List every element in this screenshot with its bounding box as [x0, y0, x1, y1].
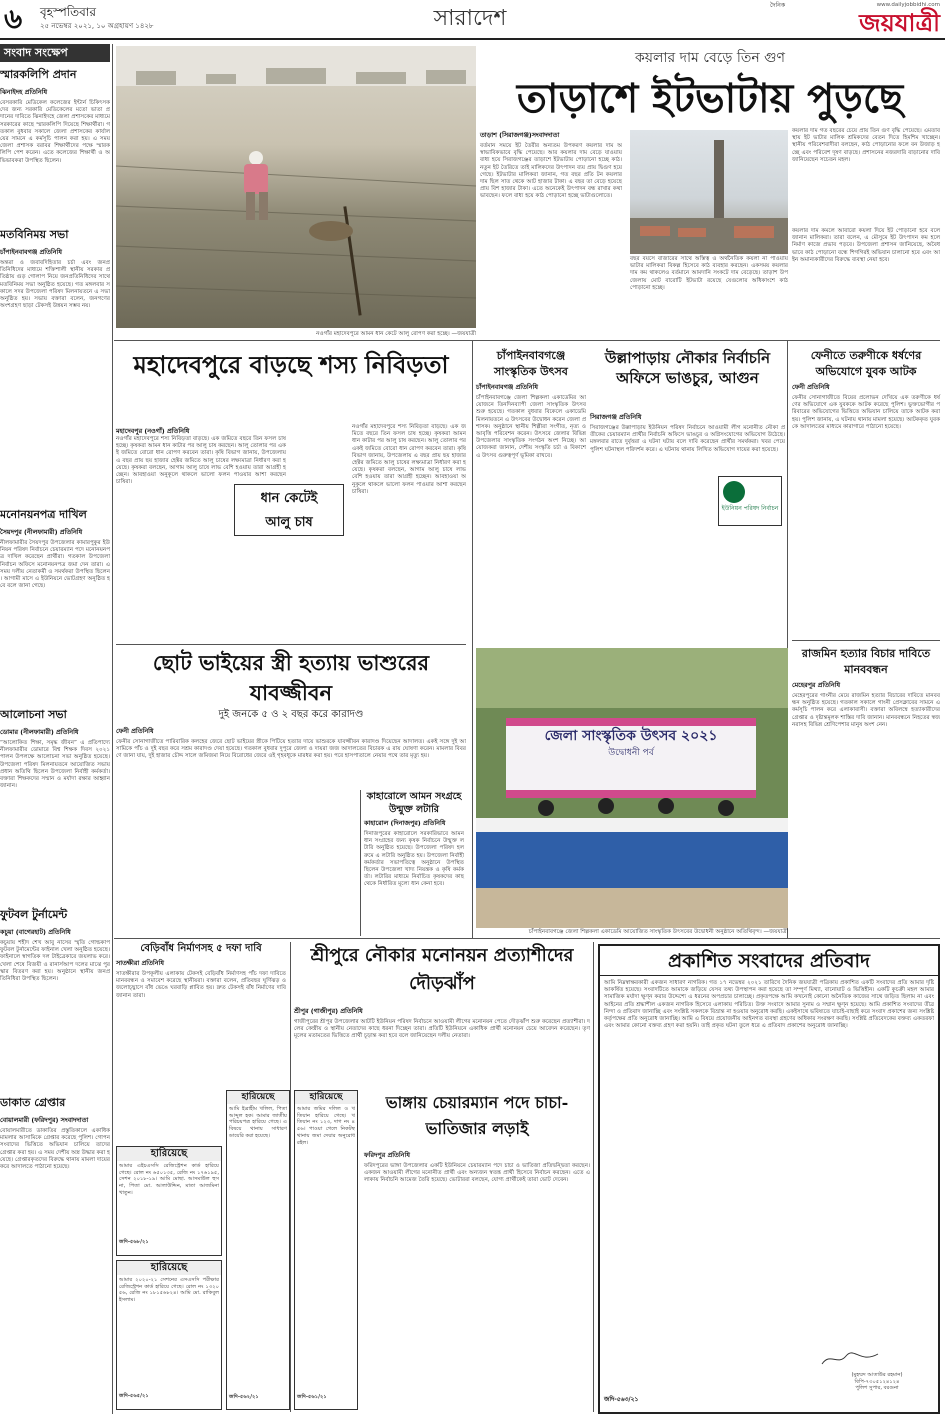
byline: ফরিদপুর প্রতিনিধি	[364, 1151, 410, 1159]
brief-title: মনোনয়নপত্র দাখিল	[0, 508, 87, 521]
column-rule	[290, 942, 291, 1412]
ad-code: জদি-৫৬১/২১	[297, 1394, 327, 1400]
lead-body: বর্তমান সময়ে ইট তৈরীর অন্যতম উপকরণ কয়লার দাম অস্বাভাবিকভাবে বৃদ্ধি পেয়েছে। আর কয়লার দাম বেড়ে যাওয়ায় বাধ্য হয়ে সিরাজগঞ্জের তাড়াশে ইটভাটায় পোড়ানো হচ্ছে কাঠ। নতুন ইট তৈরিতে তাই মালিকদের উৎপাদন ব্যয় প্রায় দ্বিগুণ হয়ে গেছে। ইটভাটার মালিকরা জানান, গত বছর প্রতি টন কয়লার দাম ছিল সাত থেকে আট হাজার টাকা। এ বছর তা বেড়ে হয়েছে প্রায় বিশ হাজার টাকা। এতে অনেকেই উৎপাদন বন্ধ রাখার কথা ভাবছেন। ফলে বাধ্য হয়ে কাঠ পোড়ানো হচ্ছে ভাটাগুলোতে।	[480, 143, 624, 200]
signatory-id: বিপি-৭৩০৫১২৪১২৪	[854, 1378, 900, 1385]
ad-code: জদি-৫৬৩/২১	[604, 1396, 639, 1403]
day-label: বৃহস্পতিবার	[40, 5, 96, 19]
ad-code: জদি-৫৬৫/২১	[119, 1393, 149, 1399]
byline: চাঁপাইনবাবগঞ্জ প্রতিনিধি	[476, 383, 538, 391]
story-body: ফেনীর সোনাগাজীতে বিয়ের প্রলোভন দেখিয়ে এক তরুণীকে ধর্ষণের অভিযোগে এক যুবককে আটক করেছে পুলিশ। ভুক্তভোগীর পরিবারের অভিযোগের ভিত্তিতে অভিযান চালিয়ে তাকে আটক করা হয়। পুলিশ জানায়, এ ঘটনায় থানায় মামলা হয়েছে। আটককৃত যুবককে আদালতের মাধ্যমে কারাগারে পাঠানো হয়েছে।	[792, 395, 942, 430]
photo-caption	[476, 928, 788, 937]
page-number: ৬	[4, 2, 23, 35]
daily-label: দৈনিক	[770, 2, 786, 9]
byline: সিরাজগঞ্জ প্রতিনিধি	[590, 413, 642, 421]
ad-title: হারিয়েছে	[117, 1261, 221, 1275]
brief-body: কচুয়ায় শহীদ শেখ আবু নাসের স্মৃতি গোল্ডকাপ ফুটবল টুর্নামেন্টের ফাইনাল খেলা অনুষ্ঠিত হয়েছে। ফাইনালে স্বাগতিক দল টাইব্রেকারে জয়লাভ করে। খেলা শেষে বিজয়ী ও রানার্সআপ দলের মাঝে পুরস্কার বিতরণ করা হয়। অনুষ্ঠানে স্থানীয় জনপ্রতিনিধিরা উপস্থিত ছিলেন।	[0, 940, 112, 983]
banner-subtitle: উদ্বোধনী পর্ব	[608, 748, 654, 758]
meherpur-story	[792, 646, 940, 936]
ad-code: জদি-৫৬৮/২১	[119, 1239, 149, 1245]
masthead-logo	[770, 0, 940, 36]
column-rule	[593, 942, 594, 1412]
row-rule	[114, 340, 940, 341]
brief-title: ডাকাত গ্রেপ্তার	[0, 1096, 66, 1109]
byline: কচুয়া (বাগেরহাট) প্রতিনিধি	[0, 928, 71, 936]
story-headline: কাহারোলে আমন সংগ্রহে উন্মুক্ত লটারি	[366, 791, 462, 815]
ad-title: হারিয়েছে	[227, 1091, 289, 1104]
logo-caption: ইউনিয়ন পরিষদ নির্বাচন	[721, 505, 779, 512]
election-logo	[718, 476, 782, 526]
byline: ডোমার (নীলফামারী) প্রতিনিধি	[0, 728, 79, 736]
classified-ad	[294, 1090, 358, 1410]
column-rule	[472, 340, 473, 938]
caption-text: চাঁপাইনবাবগঞ্জে জেলা শিল্পকলা একাডেমি আয়োজিত সাংস্কৃতিক উৎসবের উদ্বোধনী অনুষ্ঠানে অতিথিবৃন্দ।	[528, 929, 762, 935]
story-body: সিরাজগঞ্জের উল্লাপাড়ায় ইউনিয়ন পরিষদ নির্বাচনে আওয়ামী লীগ মনোনীত নৌকা প্রতীকের চেয়ারম্যান প্রার্থীর নির্বাচনি অফিসে ভাঙচুর ও অগ্নিসংযোগের অভিযোগ উঠেছে। মঙ্গলবার রাতে দুর্বৃত্তরা এ ঘটনা ঘটায় বলে দাবি করেছেন প্রার্থীর সমর্থকরা। খবর পেয়ে পুলিশ ঘটনাস্থল পরিদর্শন করে। এ ঘটনায় থানায় লিখিত অভিযোগ দায়ের করা হয়েছে।	[590, 425, 787, 453]
story-headline: রাজমিন হত্যার বিচার দাবিতে মানববন্ধন	[801, 647, 931, 676]
row-rule	[792, 640, 940, 641]
story-headline: শ্রীপুরে নৌকার মনোনয়ন প্রত্যাশীদের দৌড়ঝাঁপ	[310, 945, 574, 994]
field-illustration	[116, 46, 476, 328]
page-header	[0, 0, 945, 40]
brief-body: অন্তরা ও জবাবদিহিতার চর্চা এবং জনপ্রতিনিধিদের মাধ্যমে শক্তিশালী স্থানীয় সরকার প্রতিষ্ঠায় গুড় গোলাপ নিয়ে জনপ্রতিনিধিদের সাথে মতবিনিময় সভা অনুষ্ঠিত হয়েছে। গত মঙ্গলবার সকালে সদর উপজেলা পরিষদ মিলনায়তনে এ সভা অনুষ্ঠিত হয়। সভায় বক্তারা বলেন, জনগণের অংশগ্রহণ ছাড়া টেকসই উন্নয়ন সম্ভব নয়।	[0, 260, 112, 310]
story-body: সাতক্ষীরার উপকূলীয় এলাকায় টেকসই বেড়িবাঁধ নির্মাণসহ পাঁচ দফা দাবিতে মানববন্ধন ও সমাবেশ করেছে স্থানীয়রা। বক্তারা বলেন, প্রতিবছর ঘূর্ণিঝড় ও জলোচ্ছ্বাসে বাঁধ ভেঙে ঘরবাড়ি প্লাবিত হয়। দ্রুত টেকসই বাঁধ নির্মাণের দাবি জানান তারা।	[116, 971, 288, 999]
story-headline: ভাঙ্গায় চেয়ারম্যান পদে চাচা-ভাতিজার লড়াই	[385, 1093, 569, 1138]
kaharol-story	[364, 790, 464, 936]
sreepur-story	[294, 1004, 590, 1084]
signature-block	[820, 1350, 934, 1410]
byline: মহাদেবপুর (নওগাঁ) প্রতিনিধি	[116, 427, 190, 435]
date-line: ২৫ নভেম্বর ২০২১, ১০ অগ্রহায়ণ ১৪২৮	[40, 22, 154, 30]
pull-quote: ধান কেটেই আলু চাষ	[234, 484, 344, 536]
story-headline: ছোট ভাইয়ের স্ত্রী হত্যায় ভাশুরের যাবজ্জীবন	[152, 650, 430, 705]
brief-title: স্মারকলিপি প্রদান	[0, 68, 77, 81]
ad-code: জদি-৫৬২/২১	[229, 1394, 259, 1400]
story-body: নওগাঁর মহাদেবপুরে শস্য নিবিড়তা বাড়ছে। এক জমিতে বছরে তিন ফসল চাষ হচ্ছে। কৃষকরা আমন ধান কাটার পর আলু চাষ করছেন। আলু তোলার পর একই জমিতে বোরো ধান রোপণ করবেন তারা। কৃষি বিভাগ জানায়, উপজেলায় এ বছর প্রায় ছয় হাজার হেক্টর জমিতে আলু চাষের লক্ষ্যমাত্রা নির্ধারণ করা হয়েছে। কৃষকরা বলছেন, আগাম আলু চাষে লাভ বেশি হওয়ায় তারা আগ্রহী হচ্ছেন। আবহাওয়া অনুকূলে থাকলে ভালো ফলন পাওয়ার আশা করছেন চাষিরা।	[352, 424, 468, 495]
left-column	[0, 44, 110, 1416]
signatory-name: (মুহম্মদ আতাউর রহমান)	[851, 1372, 903, 1378]
lead-col-1	[480, 128, 622, 334]
caption-text: নওগাঁর মহাদেবপুরে আমন ধান কেটে আলু রোপণ করা হচ্ছে।	[316, 331, 450, 337]
row-rule	[114, 938, 940, 939]
byline: সাতক্ষীরা প্রতিনিধি	[116, 959, 164, 967]
story-headline: ফেনীতে তরুণীকে ধর্ষণের অভিযোগে যুবক আটক	[810, 349, 922, 378]
photo-credit: —জয়যাত্রী	[451, 331, 476, 337]
byline: মেহেরপুর প্রতিনিধি	[792, 681, 841, 689]
bhanga-story	[364, 1148, 590, 1410]
byline: কাহারোল (দিনাজপুর) প্রতিনিধি	[364, 819, 446, 827]
story-body: দিনাজপুরের কাহারোলে সরকারিভাবে আমন ধান সংগ্রহের জন্য কৃষক নির্বাচনে উন্মুক্ত লটারি অনুষ্ঠিত হয়েছে। উপজেলা পরিষদ হলরুমে এ লটারি অনুষ্ঠিত হয়। উপজেলা নির্বাহী কর্মকর্তার সভাপতিত্বে অনুষ্ঠানে উপস্থিত ছিলেন উপজেলা খাদ্য নিয়ন্ত্রক ও কৃষি কর্মকর্তা। লটারির মাধ্যমে নির্বাচিত কৃষকদের কাছ থেকে নির্ধারিত মূল্যে ধান কেনা হবে।	[364, 831, 466, 888]
story-body: চাঁপাইনবাবগঞ্জে জেলা শিল্পকলা একাডেমির আয়োজনে তিনদিনব্যাপী জেলা সাংস্কৃতিক উৎসব শুরু হয়েছে। গতকাল বুধবার বিকেলে একাডেমি মিলনায়তনে এ উৎসবের উদ্বোধন করেন জেলা প্রশাসক। অনুষ্ঠানে স্থানীয় শিল্পীরা সংগীত, নৃত্য ও আবৃত্তি পরিবেশন করেন। উৎসবে জেলার বিভিন্ন উপজেলার সাংস্কৃতিক সংগঠন অংশ নিচ্ছে। আয়োজকরা জানান, দেশীয় সংস্কৃতি চর্চা ও বিকাশে এ উৎসব গুরুত্বপূর্ণ ভূমিকা রাখবে।	[476, 395, 588, 459]
brief-body: বোয়ালমারীতে ডাকাতির প্রস্তুতিকালে একাধিক মামলার আসামিকে গ্রেপ্তার করেছে পুলিশ। গোপন সংবাদের ভিত্তিতে অভিযান চালিয়ে তাদের গ্রেপ্তার করা হয়। এ সময় দেশীয় অস্ত্র উদ্ধার করা হয়েছে। গ্রেপ্তারকৃতদের বিরুদ্ধে থানায় মামলা দায়ের করে আদালতে পাঠানো হয়েছে।	[0, 1128, 112, 1171]
ad-body: আমি ইব্রাহীম খলিল, পিতা আব্দুল হক। আমার জাতীয় পরিচয়পত্র হারিয়ে গেছে। এ বিষয়ে থানায় সাধারণ ডায়েরি করা হয়েছে।	[229, 1106, 289, 1139]
brief-title: ফুটবল টুর্নামেন্ট	[0, 908, 68, 921]
byline: বোয়ালমারী (ফরিদপুর) সংবাদদাতা	[0, 1116, 89, 1124]
column-rule	[360, 790, 361, 936]
lead-kicker: কয়লার দাম বেড়ে তিন গুণ	[634, 50, 786, 66]
story-body: ফেনীর সোনাগাজীতে পারিবারিক কলহের জেরে ছোট ভাইয়ের স্ত্রীকে পিটিয়ে হত্যার দায়ে ভাশুরকে যাবজ্জীবন কারাদণ্ড দিয়েছেন আদালত। একই সঙ্গে দুই আসামিকে পাঁচ ও দুই বছর করে সশ্রম কারাদণ্ড দেয়া হয়েছে। গতকাল বুধবার দুপুরে জেলা ও দায়রা জজ আদালতের বিচারক এ রায় ঘোষণা করেন। মামলার বিবরণে জানা যায়, দুই হাজার চৌদ্দ সালে জমিজমা নিয়ে বিরোধের জেরে ওই গৃহবধূকে মারধর করা হয়। পরে হাসপাতালে নেয়ার পথে তার মৃত্যু হয়।	[116, 739, 466, 760]
ad-body: আমার এইচএসসি রেজিস্ট্রেশন কার্ড হারিয়ে গেছে। রোল নং ৬৫০১৩৫, রেজি নং ১৭৬১৯৫, সেশন ২০১৮-১৯। আমি মোছা. আসমাউল হুসনা, পিতা মো. আলাউদ্দিন, মাতা আজমিনা খাতুন।	[119, 1163, 221, 1196]
ballot-icon	[723, 481, 745, 503]
story-body: ফরিদপুরের ভাঙ্গা উপজেলার একটি ইউনিয়নে চেয়ারম্যান পদে চাচা ও ভাতিজা প্রতিদ্বন্দ্বিতা করছেন। একজন আওয়ামী লীগের মনোনীত প্রার্থী এবং অন্যজন স্বতন্ত্র প্রার্থী হিসেবে নির্বাচন করছেন। এতে এলাকায় নির্বাচনি আমেজ তৈরি হয়েছে। ভোটাররা বলছেন, যোগ্য প্রার্থীকেই তারা ভোট দেবেন।	[364, 1163, 592, 1184]
stage-illustration	[476, 648, 788, 928]
signatory-title: পুলিশ সুপার, বরগুনা	[855, 1385, 899, 1392]
banner-title: জেলা সাংস্কৃতিক উৎসব ২০২১	[544, 728, 718, 744]
byline: সৈয়দপুর (নীলফামারী) প্রতিনিধি	[0, 528, 83, 536]
feni-story	[792, 348, 940, 638]
byline: তাড়াশ (সিরাজগঞ্জ)সংবাদদাতা	[480, 131, 560, 139]
ad-body: আমার ২০২০-২১ সেশনের এসএসসি পরীক্ষার রেজিস্ট্রেশন কার্ড হারিয়ে গেছে। রোল নং ১৩২০৫৬, রেজি নং ১৮১৫৬৮২৪। আমি মো. রাকিবুল ইসলাম।	[119, 1277, 221, 1304]
ullapara-story	[590, 410, 785, 636]
rejoinder-body: আমি নিম্নস্বাক্ষরকারী একজন সাধারণ নাগরিক। গত ১৭ নভেম্বর ২০২১ তারিখে দৈনিক জয়যাত্রী পত্রিকায় প্রকাশিত একটি সংবাদের প্রতি আমার দৃষ্টি আকর্ষিত হয়েছে। সংবাদটিতে আমাকে জড়িয়ে যেসব তথ্য উপস্থাপন করা হয়েছে তা সম্পূর্ণ মিথ্যা, বানোয়াট ও ভিত্তিহীন। একটি কুচক্রী মহল আমার সামাজিক মর্যাদা ক্ষুণ্ন করার উদ্দেশ্যে এ ধরনের অপপ্রচার চালাচ্ছে। প্রকৃতপক্ষে আমি কখনোই কোনো অনৈতিক কাজের সাথে জড়িত ছিলাম না এবং আইনের প্রতি শ্রদ্ধাশীল একজন নাগরিক হিসেবে এলাকায় পরিচিত। উক্ত সংবাদে আমার সুনাম ও সম্মান ক্ষুণ্ন হয়েছে। আমি প্রকাশিত সংবাদের তীব্র নিন্দা ও প্রতিবাদ জানাচ্ছি এবং সংশ্লিষ্ট সকলকে বিভ্রান্ত না হওয়ার অনুরোধ করছি। একইসাথে ভবিষ্যতে যাচাই-বাছাই করে সংবাদ প্রকাশের জন্য সংশ্লিষ্ট কর্তৃপক্ষের প্রতি অনুরোধ জানাচ্ছি। আমি এ বিষয়ে প্রয়োজনীয় আইনগত ব্যবস্থা গ্রহণের অধিকার সংরক্ষণ করছি। সংশ্লিষ্ট প্রতিবেদকের বক্তব্য একতরফা এবং আমার কোনো বক্তব্য গ্রহণ করা হয়নি। তাই প্রকৃত ঘটনা তুলে ধরে এ প্রতিবাদ প্রকাশের অনুরোধ জানাচ্ছি।	[604, 980, 936, 1030]
photo-credit: —জয়যাত্রী	[763, 929, 788, 935]
classified-ad	[116, 1146, 222, 1256]
brief-body: নীলফামারীর সৈয়দপুর উপজেলার কামারপুকুর ইউনিয়ন পরিষদ নির্বাচনে চেয়ারম্যান পদে মনোনয়নপত্র দাখিল করেছেন প্রার্থীরা। গতকাল উপজেলা নির্বাচন অফিসে মনোনয়নপত্র জমা দেন তারা। এ সময় দলীয় নেতাকর্মী ও সমর্থকরা উপস্থিত ছিলেন। আগামী মাসে এ ইউনিয়নে ভোটগ্রহণ অনুষ্ঠিত হবে বলে জানা গেছে।	[0, 540, 112, 590]
brief-item	[0, 706, 110, 902]
story-subhead: দুই জনকে ৫ ও ২ বছর করে কারাদণ্ড	[218, 709, 364, 720]
brief-body: বেসরকারি মেডিকেল কলেজের ইন্টার্ন চিকিৎসকদের জন্য সরকারি মেডিকেলের মতো ভাতা প্রদানের দাবিতে ঝিনাইদহে জেলা প্রশাসকের মাধ্যমে সরকারের কাছে স্মারকলিপি দিয়েছে শিক্ষার্থীরা। গতকাল বুধবার সকালে জেলা প্রশাসকের কার্যালয়ের সামনে এ কর্মসূচি পালন করা হয়। এ সময় জেলা প্রশাসক বরাবর শিক্ষার্থীদের পক্ষে স্মারকলিপি পেশ করেন। এতে কলেজের শিক্ষার্থী ও অভিভাবকরা উপস্থিত ছিলেন।	[0, 100, 112, 164]
story-body: মেহেরপুরের গাংনীর মেয়ে রাজমিন হত্যার বিচারের দাবিতে মানববন্ধন অনুষ্ঠিত হয়েছে। গতকাল সকালে গাংনী প্রেসক্লাবের সামনে এ কর্মসূচি পালন করে এলাকাবাসী। বক্তারা অবিলম্বে হত্যাকারীদের গ্রেপ্তার ও দৃষ্টান্তমূলক শাস্তির দাবি জানান। মানববন্ধনে নিহতের স্বজনরাসহ বিভিন্ন শ্রেণিপেশার মানুষ অংশ নেন।	[792, 693, 942, 728]
rejoinder-box	[598, 944, 940, 1414]
cultural-fest-story	[476, 348, 586, 634]
brief-item	[0, 66, 110, 222]
row-rule	[116, 644, 466, 645]
lead-col-2	[630, 256, 788, 334]
brief-title: মতবিনিময় সভা	[0, 228, 69, 241]
byline: ফেনী প্রতিনিধি	[116, 727, 154, 735]
byline: চাঁপাইনবাবগঞ্জ প্রতিনিধি	[0, 248, 62, 256]
lead-col-3	[792, 128, 940, 334]
spacer	[630, 128, 790, 130]
ad-title: হারিয়েছে	[295, 1091, 357, 1104]
story-headline: উল্লাপাড়ায় নৌকার নির্বাচনি অফিসে ভাঙচুর, আগুন	[604, 349, 771, 387]
byline: শ্রীপুর (গাজীপুর) প্রতিনিধি	[294, 1007, 363, 1015]
classified-ad	[116, 1260, 222, 1410]
logo-text: জয়যাত্রী	[859, 8, 940, 37]
brief-title: সংবাদ সংক্ষেপ	[0, 44, 110, 62]
ad-body: আমার জমির দলিল ও খতিয়ান হারিয়ে গেছে। খতিয়ান নং ১২৩, দাগ নং ৪৫৬। পাওয়া গেলে নিকটস্থ থানায় জমা দেয়ার অনুরোধ রইল।	[297, 1106, 357, 1146]
brief-item	[0, 506, 110, 702]
story-body: গাজীপুরের শ্রীপুর উপজেলার আটটি ইউনিয়ন পরিষদ নির্বাচনে আওয়ামী লীগের মনোনয়ন পেতে দৌড়ঝাঁপ শুরু করেছেন প্রত্যাশীরা। দলের কেন্দ্রীয় ও স্থানীয় নেতাদের কাছে ধরনা দিচ্ছেন তারা। প্রতিটি ইউনিয়নে একাধিক প্রার্থী মনোনয়ন চেয়ে আবেদন করেছেন। তৃণমূলের মতামতের ভিত্তিতে প্রার্থী চূড়ান্ত করা হবে বলে জানিয়েছেন দলীয় নেতারা।	[294, 1019, 590, 1040]
photo-caption	[116, 330, 476, 339]
website-url: www.dailyjobbidhi.com	[876, 2, 940, 8]
brief-item	[0, 906, 110, 1090]
story-headline: মহাদেবপুরে বাড়ছে শস্য নিবিড়তা	[133, 350, 449, 379]
brief-item	[0, 1094, 110, 1412]
story-headline: চাঁপাইনবাবগঞ্জে সাংস্কৃতিক উৎসব	[494, 349, 568, 378]
byline: ফেনী প্রতিনিধি	[792, 383, 830, 391]
byline: ঝিনাইদহ প্রতিনিধি	[0, 88, 48, 96]
brick-kiln-photo	[630, 130, 788, 254]
signature-scribble	[820, 1350, 880, 1368]
story-headline: বেড়িবাঁধ নির্মাণসহ ৫ দফা দাবি	[140, 943, 262, 954]
chimney-illustration	[630, 130, 788, 254]
lead-body: বছর বয়সে বাজারের সাথে অস্তিত্ব ও অর্থনৈতিক কয়লা না পাওয়ায় ভাটার মালিকরা বিকল্প হিসেবে কাঠ ব্যবহার করছেন। একসময় কয়লার দাম কম থাকলেও বর্তমানে আমদানি সংকটে দাম বেড়েছে। তাড়াশ উপজেলায় মোট বারোটি ইটভাটা রয়েছে যেগুলোর অধিকাংশে কাঠ পোড়ানো হচ্ছে।	[630, 256, 790, 291]
section-title: সারাদেশ	[433, 6, 507, 31]
story-body: নওগাঁর মহাদেবপুরে শস্য নিবিড়তা বাড়ছে। এক জমিতে বছরে তিন ফসল চাষ হচ্ছে। কৃষকরা আমন ধান কাটার পর আলু চাষ করছেন। আলু তোলার পর একই জমিতে বোরো ধান রোপণ করবেন তারা। কৃষি বিভাগ জানায়, উপজেলায় এ বছর প্রায় ছয় হাজার হেক্টর জমিতে আলু চাষের লক্ষ্যমাত্রা নির্ধারণ করা হয়েছে। কৃষকরা বলছেন, আগাম আলু চাষে লাভ বেশি হওয়ায় তারা আগ্রহী হচ্ছেন। আবহাওয়া অনুকূলে থাকলে ভালো ফলন পাওয়ার আশা করছেন চাষিরা।	[116, 436, 288, 486]
lead-body: কয়লার দাম গত বছরের চেয়ে প্রায় তিন গুণ বৃদ্ধি পেয়েছে। এমতাবস্থায় ইট ভাটার মালিক শ্রমিকদের বেতন দিতে হিমশিম খাচ্ছেন। স্থানীয় পরিবেশবাদীরা বলছেন, কাঠ পোড়ানোর ফলে বন উজাড় হচ্ছে এবং পরিবেশ দূষণ বাড়ছে। প্রশাসনের নজরদারি বাড়ানোর দাবি জানিয়েছেন সচেতন মহল।	[792, 128, 942, 163]
column-rule	[112, 44, 113, 1414]
brief-item	[0, 226, 110, 502]
lead-body: কয়লার দাম কমলে আবারো কয়লা দিয়ে ইট পোড়ানো হবে বলে জানান মালিকরা। তারা বলেন, এ মৌসুমে ইট উৎপাদন কম হলে নির্মাণ কাজে প্রভাব পড়বে। উপজেলা প্রশাসন জানিয়েছে, অবৈধভাবে কাঠ পোড়ানো বন্ধে শিগগিরই অভিযান চালানো হবে এবং আইন অমান্যকারীদের বিরুদ্ধে ব্যবস্থা নেয়া হবে।	[792, 228, 942, 263]
brief-title: আলোচনা সভা	[0, 708, 67, 721]
field-photo	[116, 46, 476, 328]
brief-body: “আলোকিত শিক্ষা, সমৃদ্ধ জীবন” এ প্রতিপাদ্যে নীলফামারীর ডোমারে বিশ্ব শিক্ষক দিবস ২০২১ পালন উপলক্ষে আলোচনা সভা অনুষ্ঠিত হয়েছে। উপজেলা পরিষদ মিলনায়তনে আয়োজিত সভায় প্রধান অতিথি ছিলেন উপজেলা নির্বাহী কর্মকর্তা। বক্তারা শিক্ষকদের সম্মান ও মর্যাদা রক্ষার আহ্বান জানান।	[0, 740, 112, 790]
mohadevpur-story	[116, 424, 466, 640]
rejoinder-title: প্রকাশিত সংবাদের প্রতিবাদ	[600, 946, 938, 976]
lead-headline: তাড়াশে ইটভাটায় পুড়ছে	[516, 75, 904, 122]
festival-photo	[476, 648, 788, 928]
ad-title: হারিয়েছে	[117, 1147, 221, 1161]
classified-ad	[226, 1090, 290, 1410]
